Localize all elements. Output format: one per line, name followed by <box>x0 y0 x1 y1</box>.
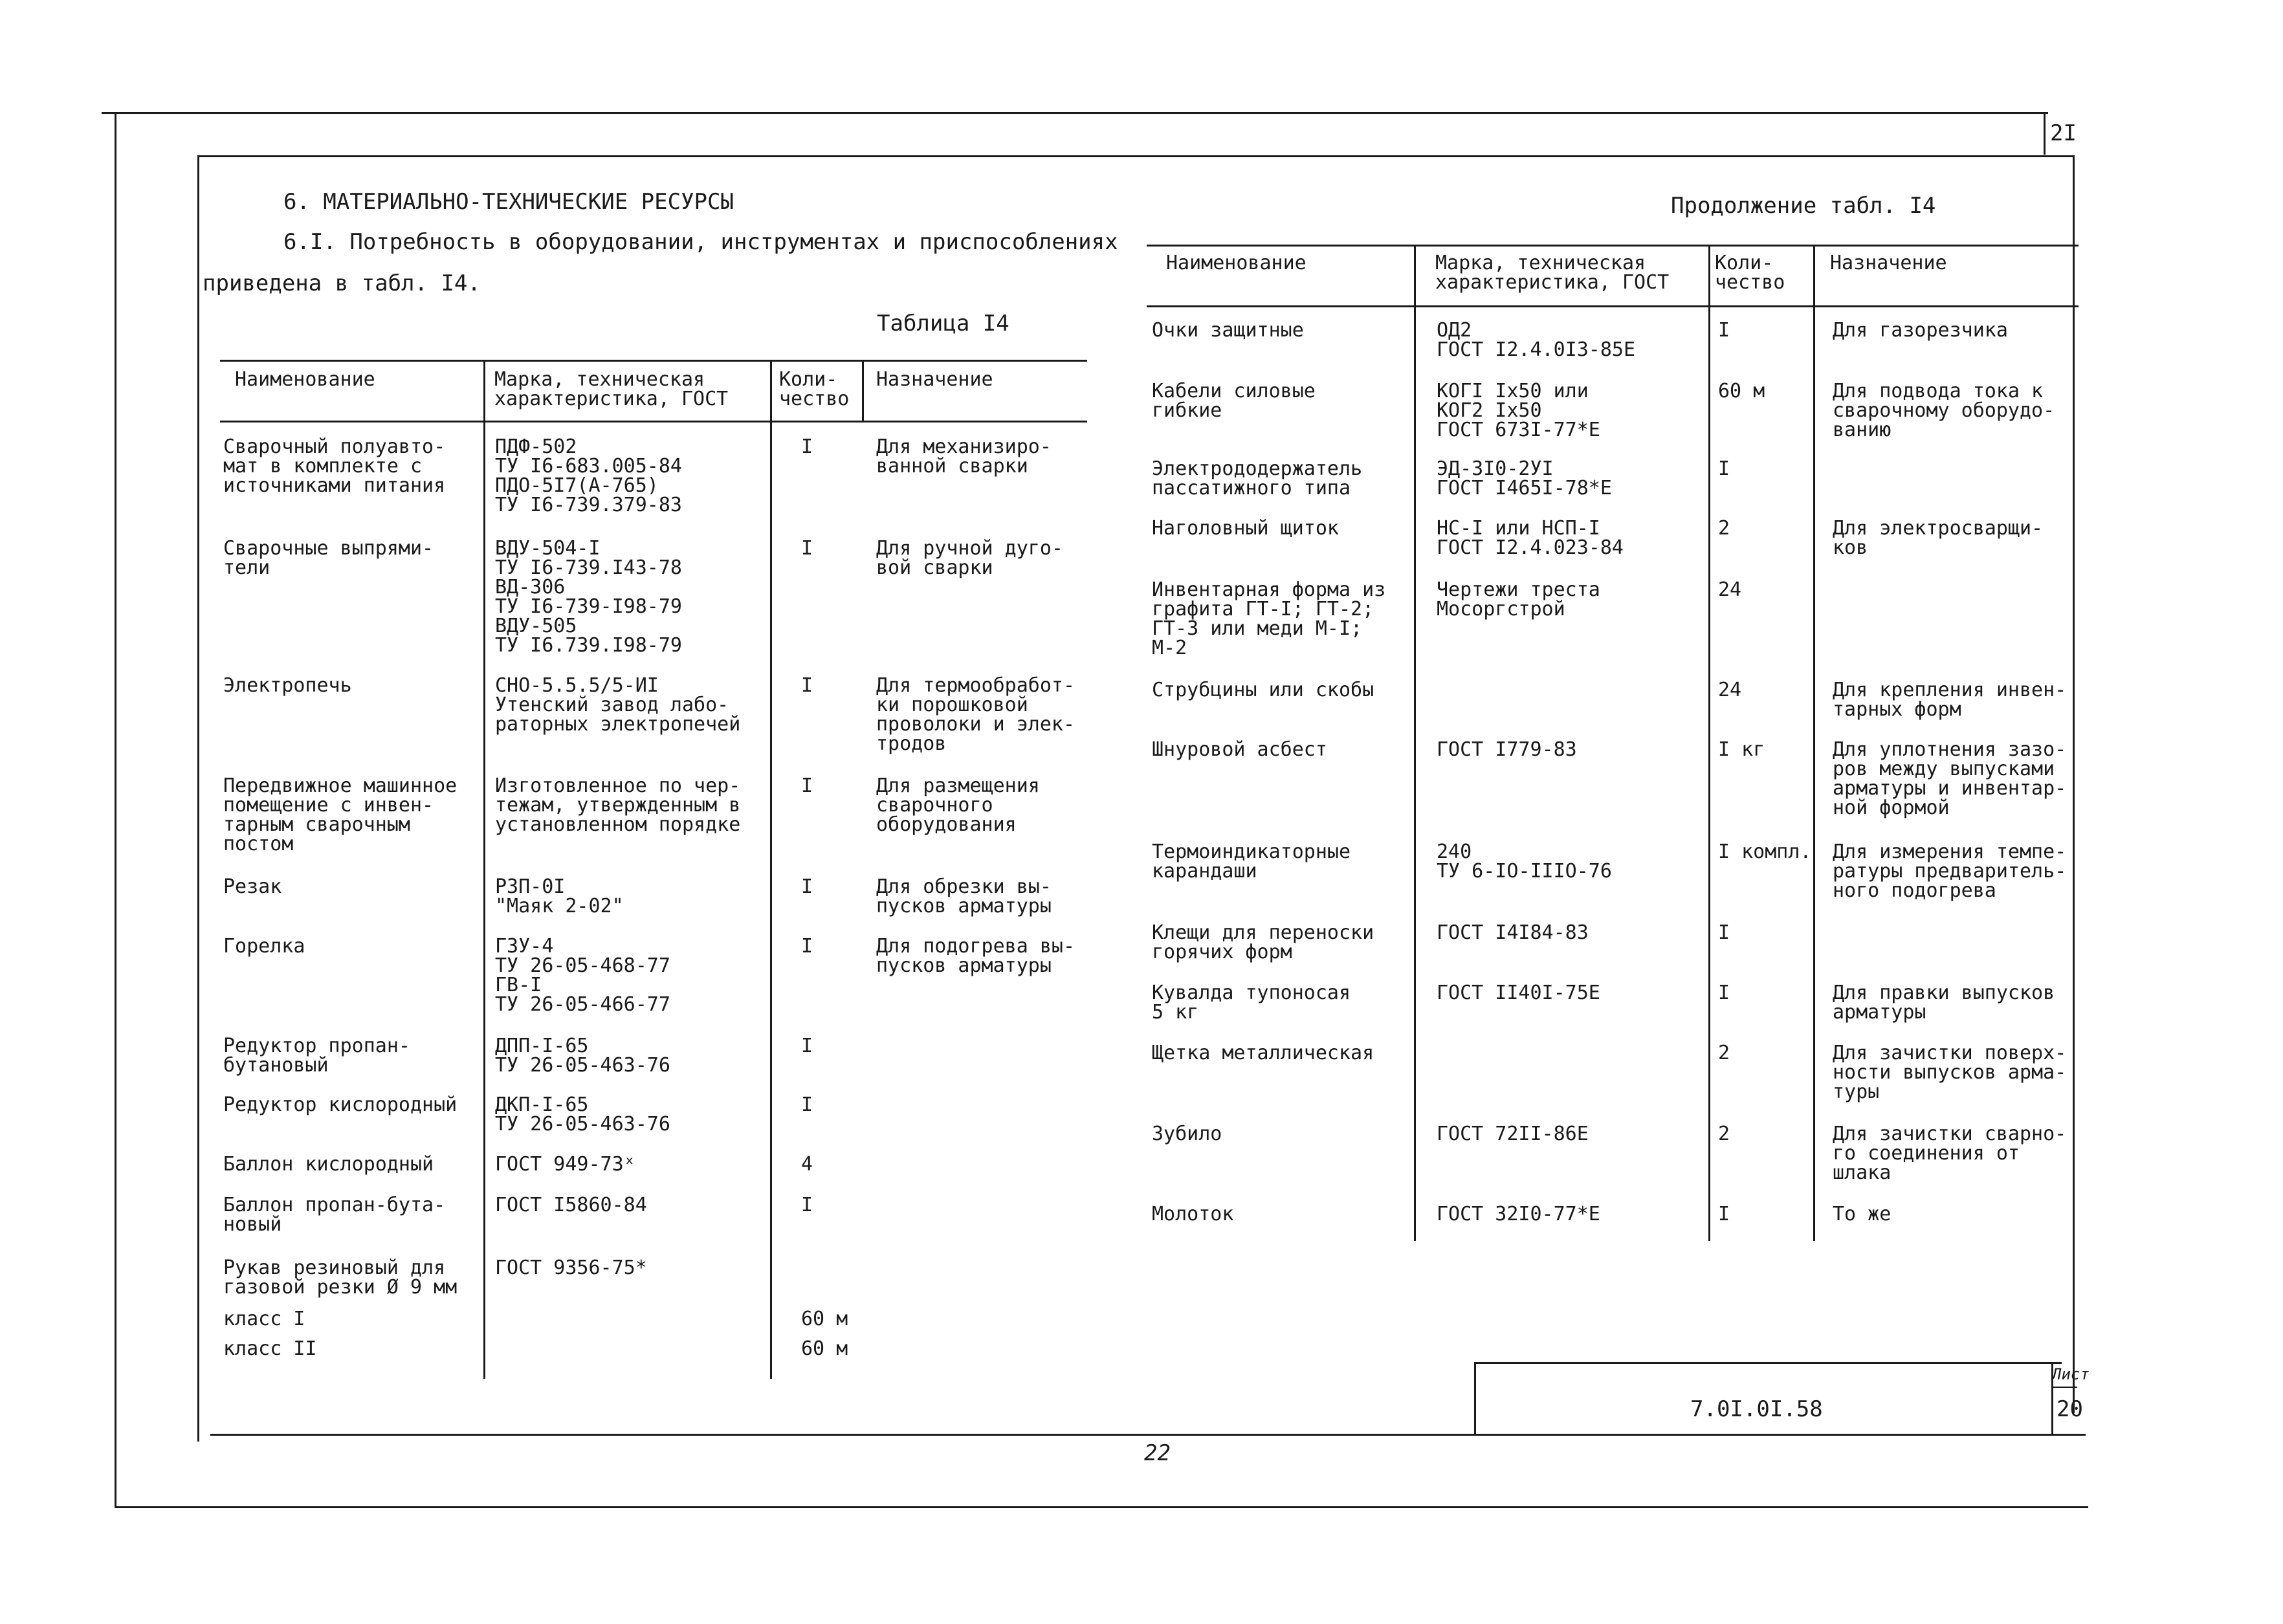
right-row-8-mark: 240 ТУ 6-IO-IIIO-76 <box>1437 840 1612 883</box>
page-number-top: 2I <box>2050 120 2077 146</box>
right-row-3-name: Электрододержатель пассатижного типа <box>1152 457 1363 499</box>
right-header-purpose: Назначение <box>1830 252 1947 274</box>
left-row-5-name: Резак <box>223 875 282 898</box>
left-row-1-name: Сварочный полуавто- мат в комплекте с источниками питания <box>223 435 446 497</box>
left-row-4-qty: I <box>801 774 813 797</box>
left-row-11-name: Рукав резиновый для газовой резки Ø 9 мм <box>223 1256 458 1299</box>
continuation-caption: Продолжение табл. I4 <box>1671 193 1936 219</box>
left-col-divider-3 <box>862 360 864 421</box>
left-row-9-mark: ГОСТ 949-73ˣ <box>495 1153 635 1176</box>
left-row-6-name: Горелка <box>223 935 305 958</box>
inner-frame-right <box>2073 155 2075 1413</box>
right-table-header-rule <box>1147 305 2079 307</box>
left-row-7-name: Редуктор пропан- бутановый <box>223 1035 410 1077</box>
left-row-1-mark: ПДФ-502 ТУ I6-683.005-84 ПДО-5I7(А-765) ТУ I6-739.379-83 <box>495 435 682 516</box>
left-row-4-mark: Изготовленное по чер- тежам, утвержденным в установленном порядке <box>495 774 741 836</box>
left-row-3-mark: СНО-5.5.5/5-ИI Утенский завод лабо- раторных электропечей <box>495 674 741 736</box>
right-row-5-name: Инвентарная форма из графита ГТ-I; ГТ-2; ГТ-3 или меди М-I; М-2 <box>1152 578 1386 659</box>
left-row-10-qty: I <box>801 1194 813 1216</box>
left-row-3-name: Электропечь <box>223 674 352 697</box>
left-row-10-mark: ГОСТ I5860-84 <box>495 1194 647 1216</box>
right-row-1-mark: ОД2 ГОСТ I2.4.0I3-85Е <box>1437 319 1636 361</box>
right-row-6-qty: 24 <box>1718 679 1742 701</box>
stamp-doc-code: 7.0I.0I.58 <box>1690 1396 1823 1422</box>
left-table-header-rule <box>220 421 1087 422</box>
right-row-10-purpose: Для правки выпусков арматуры <box>1833 982 2055 1024</box>
left-row-5-qty: I <box>801 875 813 898</box>
right-row-2-qty: 60 м <box>1718 380 1765 402</box>
stamp-left-rule <box>1474 1362 1476 1434</box>
left-row-6-mark: ГЗУ-4 ТУ 26-05-468-77 ГВ-I ТУ 26-05-466-77 <box>495 935 670 1016</box>
left-header-purpose: Назначение <box>876 368 993 391</box>
left-row-5-purpose: Для обрезки вы- пусков арматуры <box>876 875 1052 917</box>
right-row-12-name: Зубило <box>1152 1123 1222 1145</box>
right-row-2-name: Кабели силовые гибкие <box>1152 380 1316 422</box>
right-row-9-qty: I <box>1718 921 1730 944</box>
left-table-top-rule <box>220 360 1087 362</box>
left-row-4-purpose: Для размещения сварочного оборудования <box>876 774 1040 836</box>
left-row-9-qty: 4 <box>801 1153 813 1176</box>
inner-frame-top <box>197 155 2073 157</box>
right-row-2-purpose: Для подвода тока к сварочному оборудо- ванию <box>1833 380 2055 441</box>
right-row-3-mark: ЭД-3I0-2УI ГОСТ I465I-78*Е <box>1437 457 1612 499</box>
left-row-1-qty: I <box>801 435 813 458</box>
stamp-sheet-number: 20 <box>2057 1396 2083 1422</box>
left-row-2-purpose: Для ручной дуго- вой сварки <box>876 537 1063 579</box>
right-col-divider-3 <box>1813 245 1815 1241</box>
right-row-4-name: Наголовный щиток <box>1152 517 1339 540</box>
stamp-top-rule <box>1474 1362 2062 1364</box>
right-row-7-qty: I кг <box>1718 738 1765 761</box>
right-row-9-mark: ГОСТ I4I84-83 <box>1437 921 1589 944</box>
left-row-12-qty: 60 м <box>801 1308 848 1330</box>
left-row-9-name: Баллон кислородный <box>223 1153 434 1176</box>
right-header-mark: Марка, техническая характеристика, ГОСТ <box>1435 252 1670 294</box>
right-col-divider-1 <box>1414 245 1416 1241</box>
right-row-3-qty: I <box>1718 457 1730 480</box>
left-row-5-mark: РЗП-0I "Маяк 2-02" <box>495 875 624 917</box>
right-row-5-mark: Чертежи треста Мосоргстрой <box>1437 578 1600 620</box>
left-row-13-qty: 60 м <box>801 1337 848 1360</box>
left-row-2-name: Сварочные выпрями- тели <box>223 537 434 579</box>
right-row-7-mark: ГОСТ I779-83 <box>1437 738 1577 761</box>
inner-frame-left <box>197 155 199 1442</box>
right-row-11-qty: 2 <box>1718 1042 1730 1064</box>
right-row-10-name: Кувалда тупоносая 5 кг <box>1152 982 1351 1024</box>
outer-frame-left <box>115 112 116 1506</box>
left-row-10-name: Баллон пропан-бута- новый <box>223 1194 446 1236</box>
page-number-bottom: 22 <box>1144 1440 1171 1466</box>
right-row-4-mark: НС-I или НСП-I ГОСТ I2.4.023-84 <box>1437 517 1624 559</box>
right-table-top-rule <box>1147 245 2079 247</box>
stamp-sheet-label: Лист <box>2052 1365 2090 1383</box>
left-row-11-mark: ГОСТ 9356-75* <box>495 1256 647 1279</box>
right-row-10-mark: ГОСТ II40I-75Е <box>1437 982 1600 1004</box>
right-row-12-qty: 2 <box>1718 1123 1730 1145</box>
right-row-8-name: Термоиндикаторные карандаши <box>1152 840 1351 883</box>
left-row-8-mark: ДКП-I-65 ТУ 26-05-463-76 <box>495 1093 670 1136</box>
right-row-7-name: Шнуровой асбест <box>1152 738 1327 761</box>
left-row-2-mark: ВДУ-504-I ТУ I6-739.I43-78 ВД-306 ТУ I6-739-I98-79 ВДУ-505 ТУ I6.739.I98-79 <box>495 537 682 657</box>
right-row-4-qty: 2 <box>1718 517 1730 540</box>
right-row-13-qty: I <box>1718 1203 1730 1225</box>
right-row-1-qty: I <box>1718 319 1730 342</box>
left-row-4-name: Передвижное машинное помещение с инвен- тарным сварочным постом <box>223 774 458 855</box>
left-row-8-name: Редуктор кислородный <box>223 1093 458 1116</box>
right-row-13-mark: ГОСТ 32I0-77*Е <box>1437 1203 1600 1225</box>
page-number-box-left <box>2044 112 2046 155</box>
right-row-6-purpose: Для крепления инвен- тарных форм <box>1833 679 2067 721</box>
left-header-name: Наименование <box>235 368 375 391</box>
paragraph-line-1: 6.I. Потребность в оборудовании, инструментах и приспособлениях <box>283 229 1118 255</box>
left-col-divider-1 <box>483 360 485 1379</box>
left-header-mark: Марка, техническая характеристика, ГОСТ <box>494 368 729 410</box>
left-col-divider-2 <box>770 360 772 1379</box>
left-header-qty: Коли- чество <box>779 368 850 410</box>
right-row-13-purpose: То же <box>1833 1203 1891 1225</box>
left-row-3-qty: I <box>801 674 813 697</box>
right-header-qty: Коли- чество <box>1715 252 1785 294</box>
section-title: 6. МАТЕРИАЛЬНО-ТЕХНИЧЕСКИЕ РЕСУРСЫ <box>283 189 734 215</box>
right-row-8-purpose: Для измерения темпе- ратуры предваритель- ного подогрева <box>1833 840 2067 902</box>
right-col-divider-2 <box>1708 245 1710 1241</box>
paragraph-line-2: приведена в табл. I4. <box>203 270 481 296</box>
stamp-sheet-label-rule <box>2051 1387 2077 1388</box>
left-row-3-purpose: Для термообработ- ки порошковой проволоки и элек- тродов <box>876 674 1075 755</box>
right-row-4-purpose: Для электросварщи- ков <box>1833 517 2044 559</box>
right-row-1-purpose: Для газорезчика <box>1833 319 2008 342</box>
right-row-2-mark: КОГI Iх50 или КОГ2 Iх50 ГОСТ 673I-77*Е <box>1437 380 1600 441</box>
right-row-10-qty: I <box>1718 982 1730 1004</box>
right-row-9-name: Клещи для переноски горячих форм <box>1152 921 1374 963</box>
outer-frame-bottom <box>115 1506 2088 1508</box>
table-caption: Таблица I4 <box>877 311 1009 336</box>
right-row-11-purpose: Для зачистки поверх- ности выпусков арма- туры <box>1833 1042 2067 1103</box>
right-row-6-name: Струбцины или скобы <box>1152 679 1374 701</box>
inner-frame-bottom <box>210 1434 2086 1436</box>
right-header-name: Наименование <box>1166 252 1307 274</box>
right-row-8-qty: I компл. <box>1718 840 1812 863</box>
outer-frame-top <box>102 112 2048 114</box>
left-row-7-qty: I <box>801 1035 813 1057</box>
right-row-5-qty: 24 <box>1718 578 1742 601</box>
left-row-13-name: класс II <box>223 1337 317 1360</box>
left-row-1-purpose: Для механизиро- ванной сварки <box>876 435 1052 477</box>
right-row-12-mark: ГОСТ 72II-86Е <box>1437 1123 1589 1145</box>
right-row-11-name: Щетка металлическая <box>1152 1042 1374 1064</box>
right-row-13-name: Молоток <box>1152 1203 1234 1225</box>
left-row-8-qty: I <box>801 1093 813 1116</box>
left-row-12-name: класс I <box>223 1308 305 1330</box>
left-row-6-qty: I <box>801 935 813 958</box>
left-row-7-mark: ДПП-I-65 ТУ 26-05-463-76 <box>495 1035 670 1077</box>
left-row-2-qty: I <box>801 537 813 560</box>
right-row-7-purpose: Для уплотнения зазо- ров между выпусками арматуры и инвентар- ной формой <box>1833 738 2067 819</box>
right-row-12-purpose: Для зачистки сварно- го соединения от шлака <box>1833 1123 2067 1184</box>
left-row-6-purpose: Для подогрева вы- пусков арматуры <box>876 935 1075 977</box>
right-row-1-name: Очки защитные <box>1152 319 1304 342</box>
